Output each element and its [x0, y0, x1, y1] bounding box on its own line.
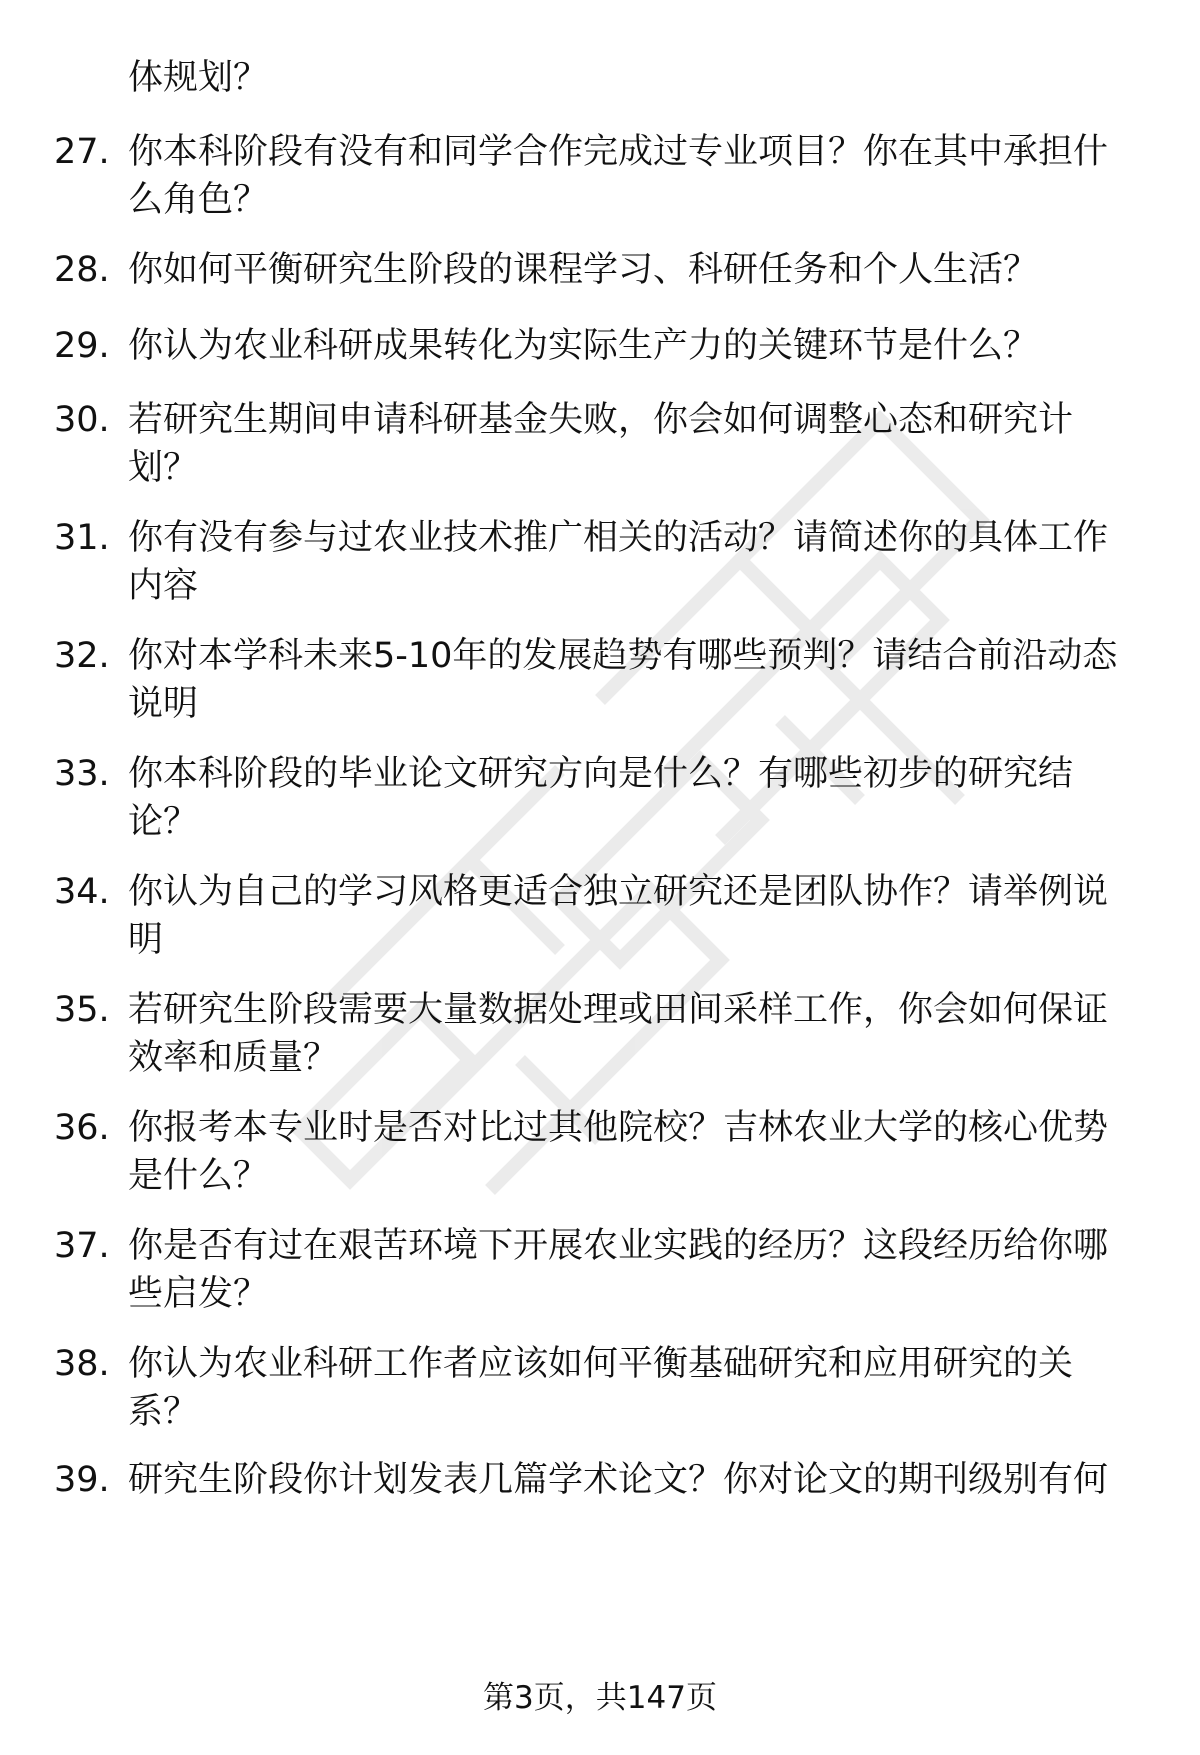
- question-text-line: 是什么？: [128, 1156, 269, 1196]
- question-text: [128, 246, 1148, 294]
- question-text: [128, 750, 1148, 846]
- question-text: [128, 128, 1148, 224]
- question-number: 33.: [54, 754, 110, 794]
- question-number: 34.: [54, 872, 110, 912]
- question-text-line: 你本科阶段的毕业论文研究方向是什么？有哪些初步的研究结: [128, 754, 1074, 794]
- question-text: [128, 514, 1148, 610]
- question-number: 30.: [54, 400, 110, 440]
- question-text-line: 体规划？: [128, 58, 269, 98]
- question-text-line: 论？: [128, 802, 199, 842]
- question-text-line: 你本科阶段有没有和同学合作完成过专业项目？你在其中承担什: [128, 132, 1109, 172]
- question-text: [128, 396, 1148, 492]
- question-text: [128, 1104, 1148, 1200]
- question-text: [128, 322, 1148, 370]
- page-footer: 第3页，共147页: [483, 1680, 717, 1716]
- question-text-line: 些启发？: [128, 1274, 269, 1314]
- question-text: [128, 54, 1148, 102]
- question-number: 36.: [54, 1108, 110, 1148]
- question-number: 37.: [54, 1226, 110, 1266]
- question-text-line: 划？: [128, 448, 199, 488]
- question-text: [128, 1222, 1148, 1318]
- question-text-line: 你报考本专业时是否对比过其他院校？吉林农业大学的核心优势: [128, 1108, 1109, 1148]
- question-text-line: 你如何平衡研究生阶段的课程学习、科研任务和个人生活？: [128, 250, 1039, 290]
- question-number: 27.: [54, 132, 110, 172]
- question-text-line: 你是否有过在艰苦环境下开展农业实践的经历？这段经历给你哪: [128, 1226, 1109, 1266]
- question-number: 39.: [54, 1460, 110, 1500]
- question-text: [128, 986, 1148, 1082]
- question-number: 29.: [54, 326, 110, 366]
- question-text-line: 效率和质量？: [128, 1038, 339, 1078]
- question-text-line: 么角色？: [128, 180, 269, 220]
- question-text-line: 若研究生期间申请科研基金失败，你会如何调整心态和研究计: [128, 400, 1074, 440]
- question-text-line: 你对本学科未来5-10年的发展趋势有哪些预判？请结合前沿动态: [128, 636, 1118, 676]
- question-text-line: 你认为农业科研工作者应该如何平衡基础研究和应用研究的关: [128, 1344, 1074, 1384]
- question-text-line: 系？: [128, 1392, 199, 1432]
- question-text-line: 研究生阶段你计划发表几篇学术论文？你对论文的期刊级别有何: [128, 1460, 1109, 1500]
- question-text-line: 内容: [128, 566, 199, 606]
- question-text: [128, 1340, 1148, 1436]
- question-text-line: 你认为农业科研成果转化为实际生产力的关键环节是什么？: [128, 326, 1039, 366]
- question-number: 32.: [54, 636, 110, 676]
- question-number: 35.: [54, 990, 110, 1030]
- question-text-line: 明: [128, 920, 164, 960]
- question-text: [128, 868, 1148, 964]
- question-number: 28.: [54, 250, 110, 290]
- question-text: [128, 632, 1148, 728]
- question-text: [128, 1456, 1148, 1504]
- question-number: 31.: [54, 518, 110, 558]
- question-text-line: 你有没有参与过农业技术推广相关的活动？请简述你的具体工作: [128, 518, 1109, 558]
- question-number: 38.: [54, 1344, 110, 1384]
- question-text-line: 你认为自己的学习风格更适合独立研究还是团队协作？请举例说: [128, 872, 1109, 912]
- question-text-line: 若研究生阶段需要大量数据处理或田间采样工作，你会如何保证: [128, 990, 1109, 1030]
- question-text-line: 说明: [128, 684, 199, 724]
